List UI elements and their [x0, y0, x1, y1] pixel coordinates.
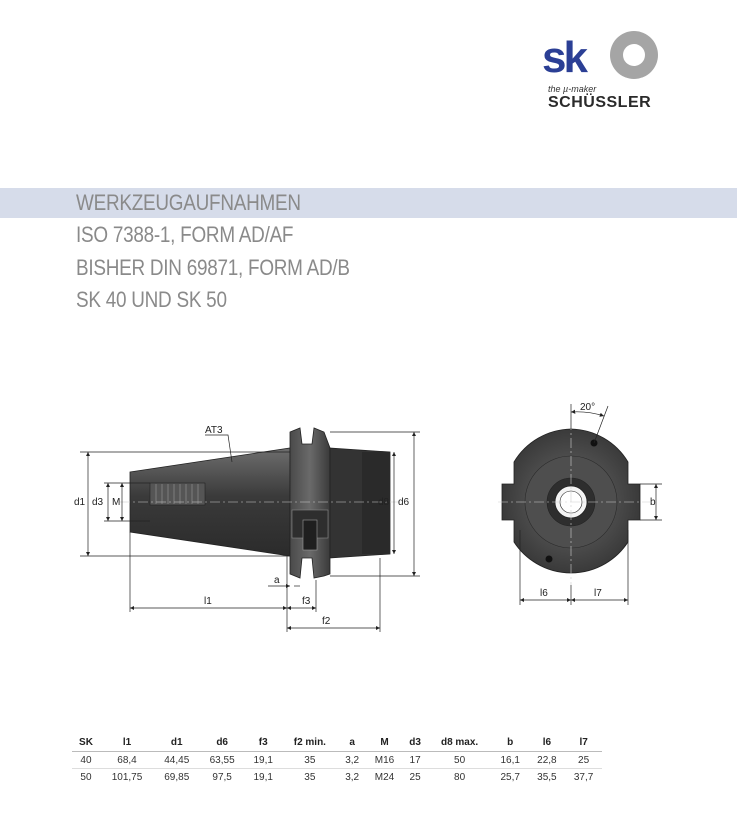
holder-front-view: [498, 420, 650, 585]
table-cell: 35: [304, 772, 316, 783]
table-cell: 3,2: [345, 772, 360, 783]
table-cell: 50: [80, 772, 92, 783]
logo-tagline: the µ-maker: [548, 84, 597, 94]
col-header: b: [492, 735, 529, 752]
title-line-3: BISHER DIN 69871, FORM AD/B: [76, 255, 350, 280]
col-header: d1: [154, 735, 199, 752]
table-cell: M16: [366, 752, 403, 769]
col-header: M: [366, 735, 403, 752]
technical-drawing: [0, 380, 737, 640]
dimension-table: [72, 735, 602, 785]
label-d8: d8: [378, 497, 390, 508]
label-f3: f3: [302, 596, 311, 607]
table-cell: 19,1: [253, 772, 273, 783]
label-m: M: [112, 497, 121, 508]
label-a: a: [274, 575, 280, 586]
table-cell: 25,7: [500, 772, 520, 783]
col-header: f3: [245, 735, 282, 752]
col-header: d3: [403, 735, 428, 752]
col-header: d6: [199, 735, 244, 752]
col-header: l6: [529, 735, 566, 752]
table-cell: 80: [454, 772, 466, 783]
table-cell: 35,5: [537, 772, 557, 783]
table-cell: 50: [427, 752, 492, 769]
label-d3: d3: [92, 497, 104, 508]
table-cell: 17: [403, 752, 428, 769]
table-cell: 44,45: [154, 752, 199, 769]
table-cell: 16,1: [492, 752, 529, 769]
table-row: [72, 752, 602, 769]
title-line-1: WERKZEUGAUFNAHMEN: [76, 190, 301, 215]
table-header-row: [72, 735, 602, 752]
table-cell: 40: [72, 752, 100, 769]
col-header: f2 min.: [282, 735, 339, 752]
table-cell: 101,75: [111, 772, 143, 783]
table-cell: 63,55: [199, 752, 244, 769]
table-cell: 25: [409, 772, 421, 783]
logo-mark: sk: [542, 33, 585, 82]
label-d1: d1: [74, 497, 86, 508]
col-header: a: [338, 735, 366, 752]
label-d6: d6: [398, 497, 410, 508]
table-cell: M24: [374, 772, 395, 783]
table-cell: 25: [565, 752, 602, 769]
col-header: l1: [100, 735, 154, 752]
table-cell: 97,5: [212, 772, 232, 783]
label-angle: 20°: [580, 402, 596, 413]
label-b: b: [650, 497, 656, 508]
col-header: l7: [565, 735, 602, 752]
table-row: [72, 769, 602, 786]
holder-side-view: [120, 428, 400, 578]
label-f2: f2: [322, 616, 331, 627]
label-l6: l6: [540, 588, 548, 599]
table-cell: 3,2: [338, 752, 366, 769]
table-cell: 68,4: [100, 752, 154, 769]
table-cell: 37,7: [573, 772, 594, 783]
table-cell: 35: [282, 752, 339, 769]
logo-brand-name: SCHÜSSLER: [548, 94, 652, 111]
title-line-4: SK 40 UND SK 50: [76, 287, 227, 312]
table-cell: 19,1: [245, 752, 282, 769]
table-cell: 69,85: [164, 772, 190, 783]
table-cell: 22,8: [529, 752, 566, 769]
label-l7: l7: [594, 588, 602, 599]
label-l1: l1: [204, 596, 212, 607]
col-header: d8 max.: [427, 735, 492, 752]
title-line-2: ISO 7388-1, FORM AD/AF: [76, 222, 294, 247]
label-at3: AT3: [205, 425, 223, 436]
col-header: SK: [72, 735, 100, 752]
